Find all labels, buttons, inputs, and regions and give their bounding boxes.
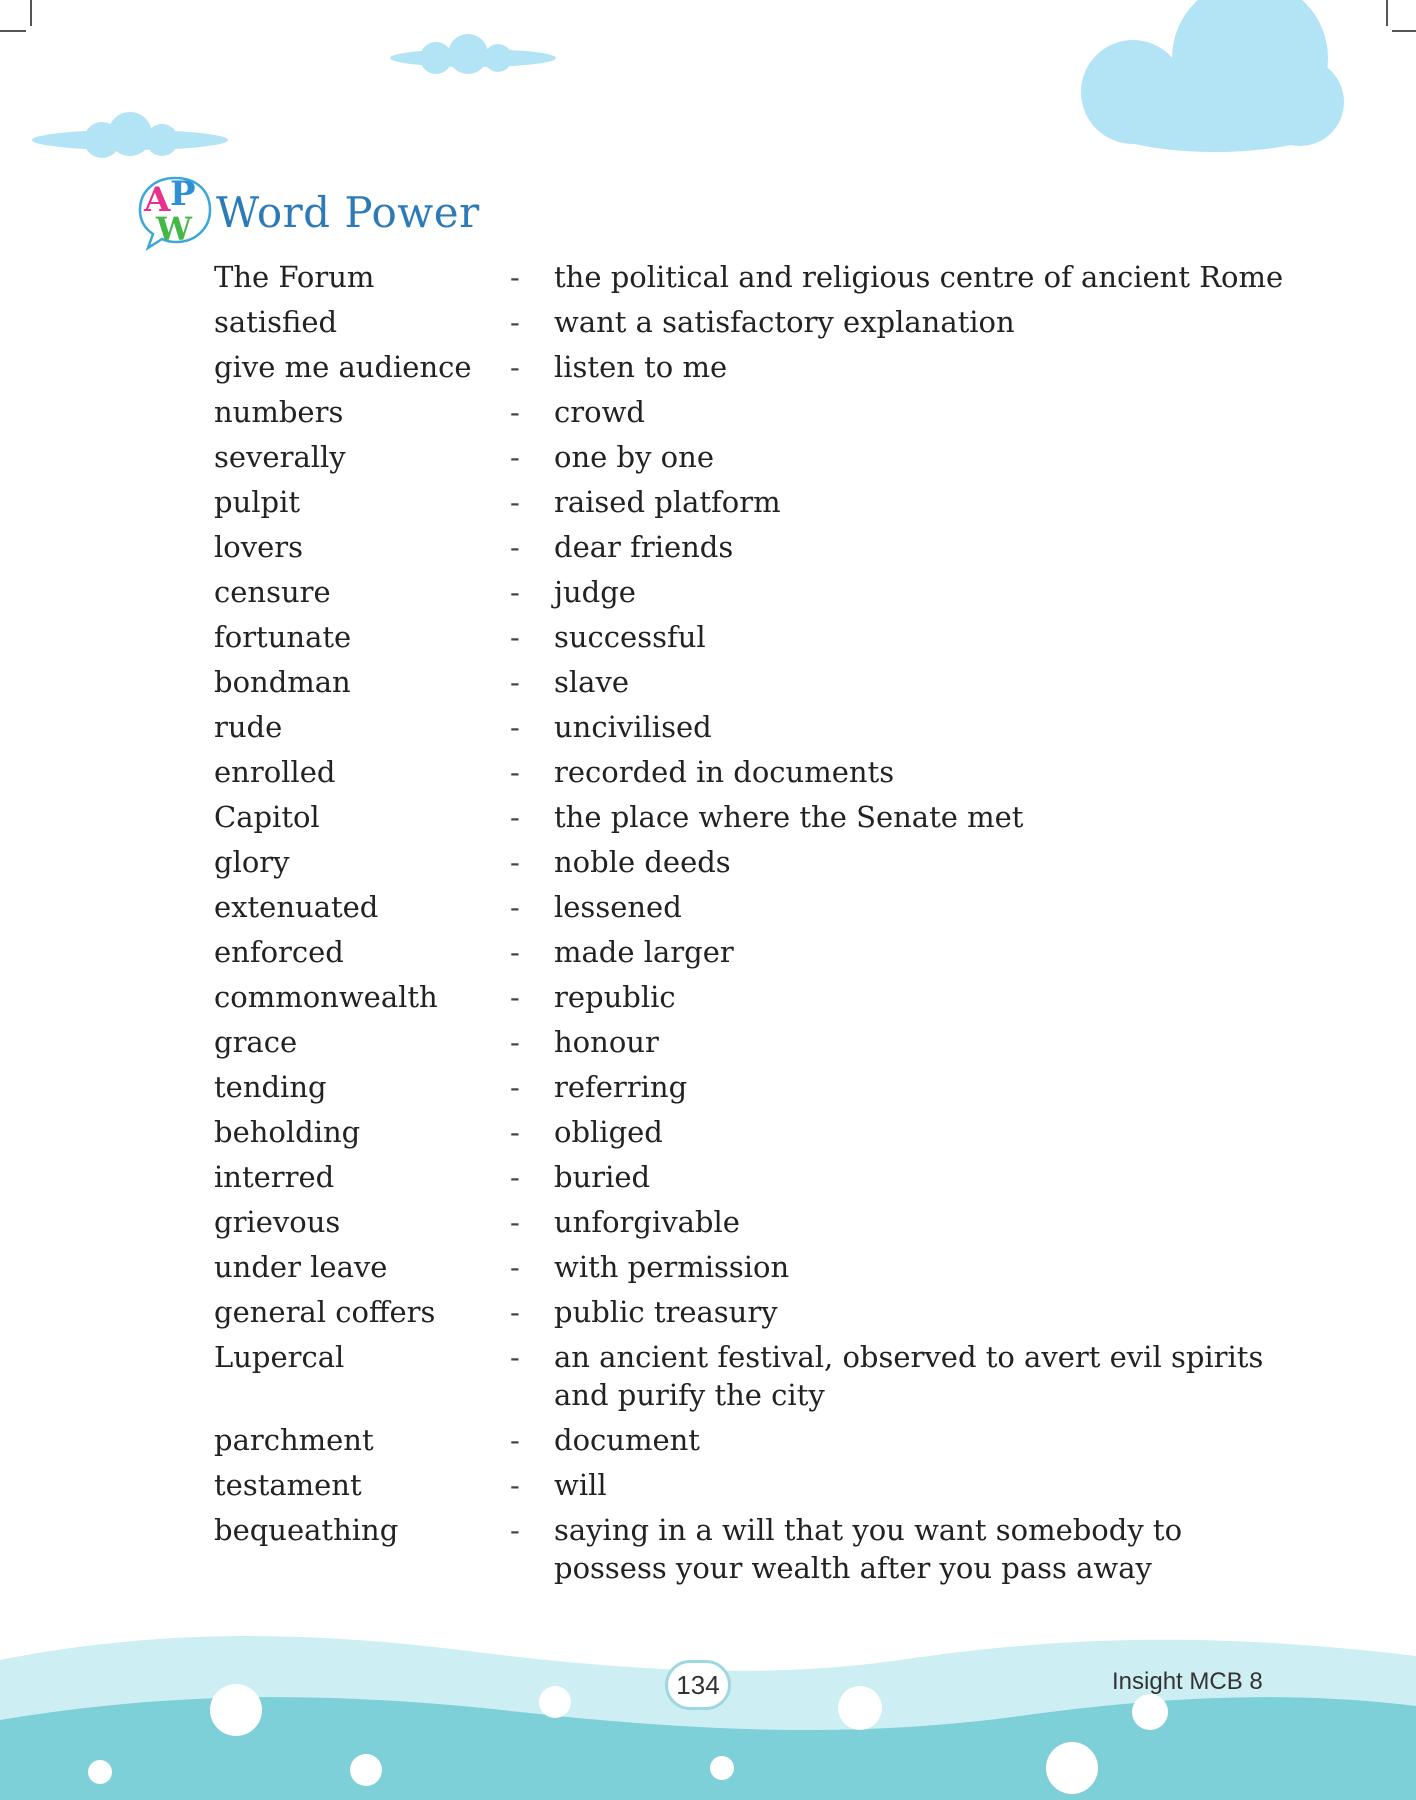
glossary-meaning: obliged bbox=[554, 1115, 663, 1149]
glossary-separator: - bbox=[510, 1025, 520, 1059]
glossary-meaning: honour bbox=[554, 1025, 659, 1059]
glossary-term: parchment bbox=[214, 1423, 374, 1457]
glossary-row bbox=[214, 438, 1294, 476]
glossary-term: give me audience bbox=[214, 350, 472, 384]
glossary-term: glory bbox=[214, 845, 290, 879]
logo-letter-p: P bbox=[170, 174, 196, 214]
glossary-separator: - bbox=[510, 1205, 520, 1239]
glossary-row bbox=[214, 348, 1294, 386]
glossary-term: grievous bbox=[214, 1205, 341, 1239]
glossary-row bbox=[214, 1203, 1294, 1241]
glossary-row bbox=[214, 1023, 1294, 1061]
glossary-separator: - bbox=[510, 1070, 520, 1104]
cloud-left-decoration bbox=[30, 108, 230, 168]
glossary-row bbox=[214, 1511, 1294, 1587]
glossary-meaning: referring bbox=[554, 1070, 688, 1104]
glossary-meaning: the political and religious centre of ancient Rome bbox=[554, 260, 1284, 294]
glossary-term: Capitol bbox=[214, 800, 320, 834]
glossary-term: interred bbox=[214, 1160, 335, 1194]
glossary-list bbox=[214, 258, 1294, 1594]
logo-letter-a: A bbox=[144, 180, 171, 220]
cloud-right-decoration bbox=[1075, 0, 1350, 155]
glossary-separator: - bbox=[510, 755, 520, 789]
glossary-term: grace bbox=[214, 1025, 298, 1059]
glossary-meaning: raised platform bbox=[554, 485, 781, 519]
glossary-separator: - bbox=[510, 1295, 520, 1329]
glossary-row bbox=[214, 1466, 1294, 1504]
glossary-meaning: recorded in documents bbox=[554, 755, 895, 789]
glossary-meaning: listen to me bbox=[554, 350, 728, 384]
glossary-term: tending bbox=[214, 1070, 327, 1104]
glossary-row bbox=[214, 888, 1294, 926]
glossary-meaning: the place where the Senate met bbox=[554, 800, 1024, 834]
glossary-meaning: successful bbox=[554, 620, 706, 654]
glossary-separator: - bbox=[510, 440, 520, 474]
glossary-separator: - bbox=[510, 1513, 520, 1547]
glossary-row bbox=[214, 1293, 1294, 1331]
glossary-term: rude bbox=[214, 710, 283, 744]
glossary-term: testament bbox=[214, 1468, 362, 1502]
glossary-meaning: want a satisfactory explanation bbox=[554, 305, 1015, 339]
glossary-term: commonwealth bbox=[214, 980, 438, 1014]
glossary-meaning: document bbox=[554, 1423, 700, 1457]
glossary-separator: - bbox=[510, 665, 520, 699]
glossary-separator: - bbox=[510, 800, 520, 834]
glossary-meaning: unforgivable bbox=[554, 1205, 740, 1239]
glossary-row bbox=[214, 708, 1294, 746]
glossary-separator: - bbox=[510, 620, 520, 654]
glossary-separator: - bbox=[510, 530, 520, 564]
glossary-row bbox=[214, 1421, 1294, 1459]
crop-mark bbox=[1386, 0, 1388, 26]
glossary-row bbox=[214, 393, 1294, 431]
glossary-separator: - bbox=[510, 305, 520, 339]
glossary-row bbox=[214, 933, 1294, 971]
glossary-meaning: lessened bbox=[554, 890, 682, 924]
glossary-row bbox=[214, 303, 1294, 341]
glossary-meaning: slave bbox=[554, 665, 629, 699]
glossary-separator: - bbox=[510, 845, 520, 879]
glossary-term: enforced bbox=[214, 935, 344, 969]
section-heading bbox=[136, 172, 480, 252]
glossary-separator: - bbox=[510, 980, 520, 1014]
apw-logo-icon bbox=[136, 172, 214, 252]
glossary-term: under leave bbox=[214, 1250, 388, 1284]
glossary-meaning: with permission bbox=[554, 1250, 790, 1284]
glossary-meaning: uncivilised bbox=[554, 710, 712, 744]
footer-wave-decoration bbox=[0, 1620, 1416, 1800]
glossary-row bbox=[214, 753, 1294, 791]
glossary-separator: - bbox=[510, 395, 520, 429]
glossary-meaning: will bbox=[554, 1468, 607, 1502]
glossary-term: general coffers bbox=[214, 1295, 436, 1329]
glossary-term: enrolled bbox=[214, 755, 336, 789]
glossary-meaning: crowd bbox=[554, 395, 645, 429]
glossary-separator: - bbox=[510, 1160, 520, 1194]
glossary-separator: - bbox=[510, 890, 520, 924]
section-title: Word Power bbox=[216, 187, 480, 237]
glossary-separator: - bbox=[510, 1115, 520, 1149]
glossary-meaning: dear friends bbox=[554, 530, 734, 564]
glossary-meaning: buried bbox=[554, 1160, 651, 1194]
glossary-row bbox=[214, 1068, 1294, 1106]
glossary-term: Lupercal bbox=[214, 1340, 345, 1374]
glossary-row bbox=[214, 1113, 1294, 1151]
glossary-separator: - bbox=[510, 1468, 520, 1502]
glossary-separator: - bbox=[510, 935, 520, 969]
crop-mark bbox=[30, 0, 32, 26]
glossary-term: censure bbox=[214, 575, 331, 609]
glossary-separator: - bbox=[510, 1250, 520, 1284]
glossary-term: fortunate bbox=[214, 620, 352, 654]
glossary-row bbox=[214, 1248, 1294, 1286]
glossary-row bbox=[214, 1338, 1294, 1414]
glossary-term: numbers bbox=[214, 395, 344, 429]
glossary-meaning: noble deeds bbox=[554, 845, 731, 879]
cloud-middle-decoration bbox=[388, 30, 558, 85]
glossary-term: satisfied bbox=[214, 305, 338, 339]
glossary-row bbox=[214, 798, 1294, 836]
glossary-term: extenuated bbox=[214, 890, 379, 924]
book-title: Insight MCB 8 bbox=[1112, 1668, 1263, 1695]
glossary-meaning: saying in a will that you want somebody to possess your wealth after you pass away bbox=[554, 1513, 1183, 1585]
glossary-separator: - bbox=[510, 350, 520, 384]
glossary-row bbox=[214, 978, 1294, 1016]
glossary-separator: - bbox=[510, 575, 520, 609]
glossary-separator: - bbox=[510, 1340, 520, 1374]
crop-mark bbox=[0, 30, 26, 32]
glossary-meaning: republic bbox=[554, 980, 676, 1014]
page-number: 134 bbox=[665, 1660, 731, 1710]
glossary-row bbox=[214, 528, 1294, 566]
glossary-separator: - bbox=[510, 1423, 520, 1457]
glossary-meaning: an ancient festival, observed to avert evil spirits and purify the city bbox=[554, 1340, 1264, 1412]
glossary-separator: - bbox=[510, 710, 520, 744]
glossary-row bbox=[214, 258, 1294, 296]
glossary-row bbox=[214, 843, 1294, 881]
glossary-term: The Forum bbox=[214, 260, 375, 294]
crop-mark bbox=[1392, 30, 1416, 32]
glossary-row bbox=[214, 663, 1294, 701]
glossary-term: pulpit bbox=[214, 485, 301, 519]
glossary-term: lovers bbox=[214, 530, 304, 564]
glossary-term: severally bbox=[214, 440, 346, 474]
glossary-separator: - bbox=[510, 485, 520, 519]
glossary-meaning: one by one bbox=[554, 440, 714, 474]
glossary-row bbox=[214, 573, 1294, 611]
glossary-term: bondman bbox=[214, 665, 351, 699]
glossary-row bbox=[214, 483, 1294, 521]
glossary-meaning: public treasury bbox=[554, 1295, 778, 1329]
glossary-meaning: judge bbox=[554, 575, 636, 609]
glossary-separator: - bbox=[510, 260, 520, 294]
glossary-row bbox=[214, 618, 1294, 656]
glossary-meaning: made larger bbox=[554, 935, 734, 969]
glossary-term: bequeathing bbox=[214, 1513, 399, 1547]
glossary-row bbox=[214, 1158, 1294, 1196]
glossary-term: beholding bbox=[214, 1115, 361, 1149]
logo-letter-w: W bbox=[156, 210, 192, 248]
